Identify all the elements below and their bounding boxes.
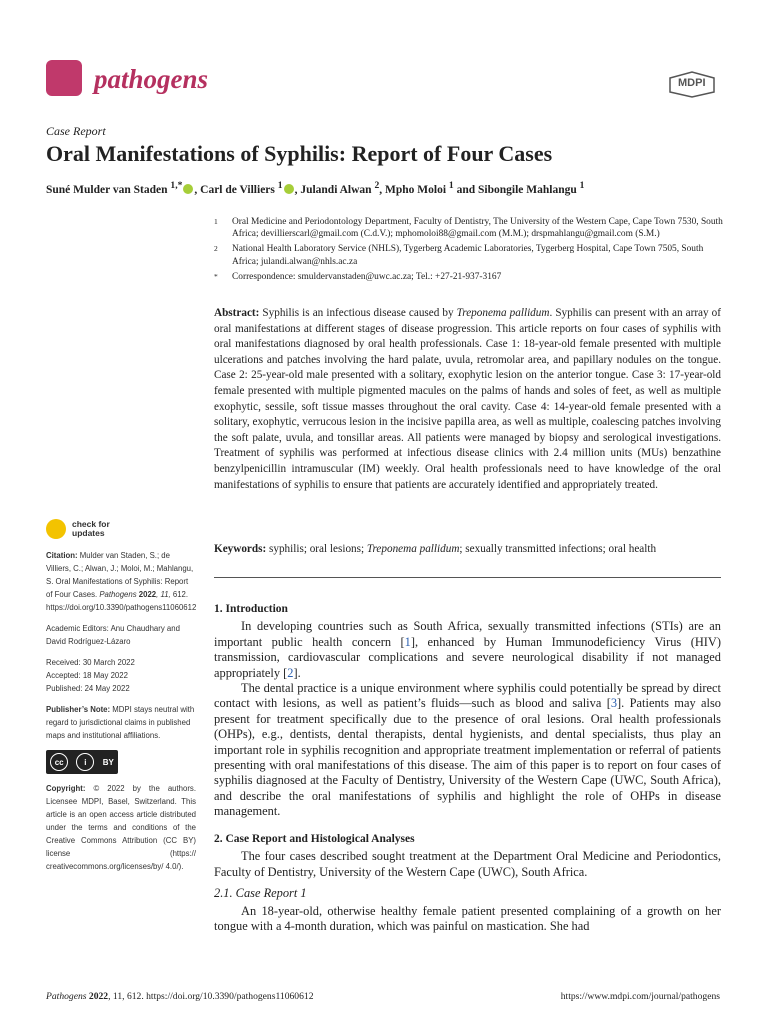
orcid-icon[interactable]: [183, 184, 193, 194]
citation: Citation: Mulder van Staden, S.; de Villiers, C.; Alwan, J.; Moloi, M.; Mahlangu, S. Oral Manifestations of Syphilis: Report of Four Cases. Pathogens 2022, 11, 612. https://doi.org/10.3390/pathogens11060612: [46, 551, 197, 612]
reference-link[interactable]: 3: [610, 696, 618, 711]
author-name: Carl de Villiers: [200, 183, 275, 196]
academic-editors: Academic Editors: Anu Chaudhary and David Rodríguez-Lázaro: [46, 624, 180, 646]
author-name: Suné Mulder van Staden: [46, 183, 168, 196]
divider: [214, 577, 721, 578]
received-date: Received: 30 March 2022: [46, 658, 135, 667]
article-type: Case Report: [46, 124, 106, 138]
reference-link[interactable]: 1: [404, 634, 411, 649]
affiliation-item: 1 Oral Medicine and Periodontology Department, Faculty of Dentistry, The University of the Western Cape, Cape Town 7530, South Africa; devillierscarl@gmail.com (C.d.V.); mphomoloi88@gmail.com (M.M.); drspmahlangu@gmail.com (S.M.): [214, 217, 723, 240]
section-heading: 2. Case Report and Histological Analyses: [214, 833, 415, 845]
cc-by-license-badge[interactable]: cc i BY: [46, 750, 118, 774]
check-updates-icon: [46, 519, 66, 539]
paragraph: An 18-year-old, otherwise healthy female patient presented complaining of a growth on her tongue with a 4-month duration, which was painful on mastication. She had: [214, 903, 721, 934]
section-case-report: [214, 832, 721, 934]
article-sidebar: [46, 519, 196, 873]
section-heading: 1. Introduction: [214, 603, 288, 615]
footer-citation: Pathogens 2022, 11, 612. https://doi.org/10.3390/pathogens11060612: [46, 991, 314, 1002]
author-name: Mpho Moloi: [385, 183, 447, 196]
affiliation-item: * Correspondence: smuldervanstaden@uwc.ac.za; Tel.: +27-21-937-3167: [214, 271, 502, 282]
section-introduction: [214, 602, 721, 820]
publisher-note: Publisher’s Note: MDPI stays neutral with regard to jurisdictional claims in published maps and institutional affiliations.: [46, 705, 195, 740]
author-affiliation: 2: [374, 180, 380, 191]
orcid-icon[interactable]: [284, 184, 294, 194]
check-for-updates-button[interactable]: check for updates: [46, 519, 196, 539]
publisher-name: MDPI: [678, 77, 706, 89]
subsection-heading: 2.1. Case Report 1: [214, 886, 307, 901]
journal-url-link[interactable]: https://www.mdpi.com/journal/pathogens: [560, 991, 720, 1002]
author-name: Julandi Alwan: [300, 183, 372, 196]
journal-name: pathogens: [94, 64, 209, 94]
accepted-date: Accepted: 18 May 2022: [46, 671, 128, 680]
keywords: Keywords: syphilis; oral lesions; Treponema pallidum; sexually transmitted infections; oral health: [214, 543, 657, 555]
author-affiliation: 1: [448, 180, 454, 191]
author-affiliation: 1: [579, 180, 585, 191]
paragraph: In developing countries such as South Africa, sexually transmitted infections (STIs) are an important public health concern [1], enhanced by Human Immunodeficiency Virus (HIV) transmission, cardiovascular complications and severe neurological disability if not managed appropriately [2].: [214, 619, 721, 680]
author-name: and Sibongile Mahlangu: [456, 183, 577, 196]
abstract: Abstract: Syphilis is an infectious disease caused by Treponema pallidum. Syphilis can present with an array of oral manifestations at different stages of disease progression. This article reports on four cases of syphilis with oral manifestations diagnosed by oral health professionals. Case 1: 18-year-old female presented with multiple ulcerations and patches involving the hard palate, uvula, retromolar area, and papillary nodules on the tongue. Case 2: 25-year-old male presented with a solitary, exophytic lesion on the anterior tongue. Case 3: 17-year-old female presented with multiple pigmented macules on the palms of hands and soles of feet, as well as multiple exophytic, sessile, soft tissue masses throughout the oral cavity. Case 4: 14-year-old female presented with a solitary, exophytic, verrucous lesion in the incisive papilla area, as well as multiple, coalescing patches involving the soft palate, uvula, and tonsillar areas. All patients were managed by biopsy and serological investigations. Treatment of syphilis was performed at infectious disease clinics with 2.4 million units (MUs) benzathine benzylpenicillin intramuscular (IM) weekly. Oral health professionals need to have knowledge of the oral manifestations of syphilis to ensure that patients are accurately identified and appropriately treated.: [214, 307, 721, 491]
reference-link[interactable]: 2: [287, 665, 294, 680]
affiliations: [214, 216, 724, 283]
author-affiliation: 1: [277, 180, 283, 191]
article-title: Oral Manifestations of Syphilis: Report of Four Cases: [46, 141, 553, 166]
author-affiliation: 1,*: [170, 180, 183, 191]
attribution-icon: i: [76, 753, 94, 771]
creative-commons-icon: cc: [50, 753, 68, 771]
copyright: Copyright: © 2022 by the authors. Licensee MDPI, Basel, Switzerland. This article is an open access article distributed under the terms and conditions of the Creative Commons Attribution (CC BY) license (https:// creativecommons.org/licenses/by/ 4.0/).: [46, 784, 196, 871]
journal-logo-icon: [46, 60, 82, 96]
paragraph: The four cases described sought treatment at the Department Oral Medicine and Periodontics, Faculty of Dentistry, University of the Western Cape (UWC), South Africa.: [214, 849, 721, 879]
author-list: Suné Mulder van Staden $^{1,*}$ , Carl de Villiers $^1$ , Julandi Alwan $^2$, Mpho Moloi $^1$ and Sibongile Mahlangu $^1$: [46, 180, 585, 196]
affiliation-item: 2 National Health Laboratory Service (NHLS), Tygerberg Academic Laboratories, Tygerberg Hospital, Cape Town 7505, South Africa; julandi.alwan@nhls.ac.za: [214, 244, 704, 267]
published-date: Published: 24 May 2022: [46, 684, 130, 693]
paragraph: The dental practice is a unique environment where syphilis could potentially be spread by direct contact with lesions, as well as patient’s fluids—such as blood and saliva [3]. Patients may also present for treatment specifically due to the presence of oral lesions. Oral health professionals (OHPs), e.g., dentists, dental therapists, dental hygienists, and dental specialists, thus play an important role in syphilis recognition and appropriate treatment implementation or referral of patients presenting with oral manifestations of this disease. The aim of this paper is to report on four cases of syphilis diagnosed at the Faculty of Dentistry, University of the Western Cape (UWC, South Africa), and describe the oral manifestations of syphilis and highlight the role of OHPs in disease management.: [214, 681, 721, 819]
